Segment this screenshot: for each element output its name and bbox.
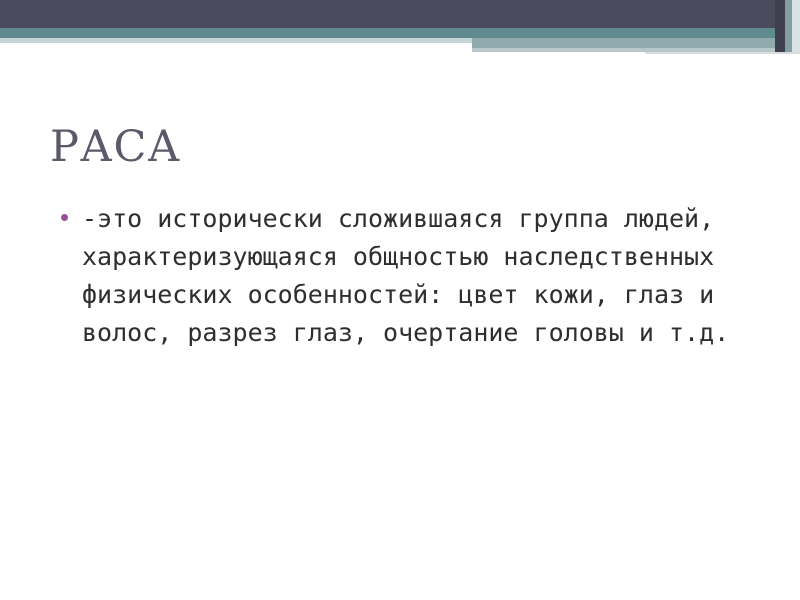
header-band-dark — [0, 0, 800, 28]
header-band-right — [472, 38, 800, 48]
bullet-dot-icon — [61, 214, 68, 221]
bullet-text: -это исторически сложившаяся группа людей, характеризующаяся общностью наследственных физических особенностей: цвет кожи, глаз и волос, разрез глаз, очертание головы и т.д. — [82, 204, 730, 347]
bullet-list — [60, 200, 760, 352]
header-line — [645, 52, 800, 54]
corner-stripe — [792, 0, 800, 52]
bullet-item — [60, 200, 760, 352]
corner-stripe — [775, 0, 785, 52]
header-band-teal — [0, 28, 800, 38]
slide-title: РАСА — [50, 122, 181, 172]
header-band-light — [0, 38, 472, 43]
